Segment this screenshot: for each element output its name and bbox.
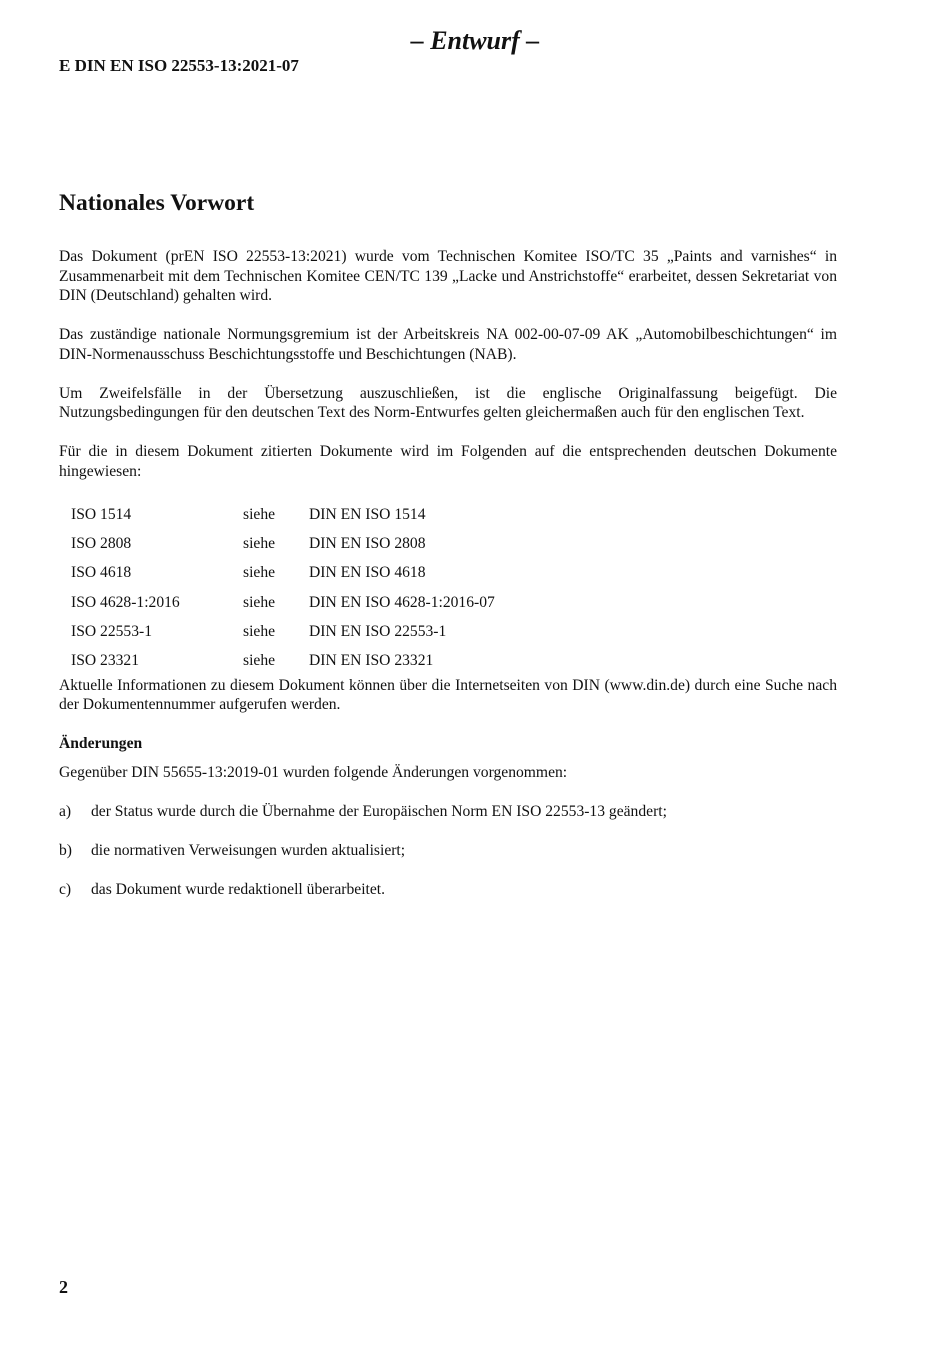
info-paragraph: Aktuelle Informationen zu diesem Dokument können über die Internetseiten von DIN (www.din.de) durch eine Suche nach der Dokumentennummer aufgerufen werden. [59, 676, 837, 714]
list-text: der Status wurde durch die Übernahme der Europäischen Norm EN ISO 22553-13 geändert; [91, 803, 667, 821]
see-label: siehe [243, 622, 276, 640]
iso-ref: ISO 1514 [71, 505, 132, 523]
table-row [59, 588, 709, 617]
see-label: siehe [243, 505, 276, 523]
table-row [59, 559, 709, 588]
table-row [59, 617, 709, 646]
document-id: E DIN EN ISO 22553-13:2021-07 [59, 56, 299, 75]
paragraph-4: Für die in diesem Dokument zitierten Dokumente wird im Folgenden auf die entsprechenden deutschen Dokumente hingewiesen: [59, 443, 837, 480]
changes-intro: Gegenüber DIN 55655-13:2019-01 wurden folgende Änderungen vorgenommen: [59, 764, 568, 782]
reference-table [59, 500, 709, 676]
page-content [59, 188, 837, 919]
draft-banner: – Entwurf – [410, 26, 540, 55]
see-label: siehe [243, 652, 276, 670]
see-label: siehe [243, 564, 276, 582]
table-row [59, 529, 709, 558]
list-item [59, 841, 837, 861]
din-ref: DIN EN ISO 2808 [309, 535, 426, 553]
list-text: das Dokument wurde redaktionell überarbeitet. [91, 881, 386, 899]
paragraph-2: Das zuständige nationale Normungsgremium ist der Arbeitskreis NA 002-00-07-09 AK „Automobilbeschichtungen“ im DIN-Normenausschuss Beschichtungsstoffe und Beschichtungen (NAB). [59, 326, 837, 363]
iso-ref: ISO 4628-1:2016 [71, 593, 180, 611]
changes-heading: Änderungen [59, 734, 143, 752]
din-ref: DIN EN ISO 1514 [309, 505, 426, 523]
see-label: siehe [243, 593, 276, 611]
table-row [59, 500, 709, 529]
list-item [59, 802, 837, 822]
paragraph-3: Um Zweifelsfälle in der Übersetzung auszuschließen, ist die englische Originalfassung beigefügt. Die Nutzungsbedingungen für den deutschen Text des Norm-Entwurfes gelten gleichermaßen auch für den englischen Text. [59, 384, 837, 422]
section-title: Nationales Vorwort [59, 190, 255, 216]
table-row [59, 646, 709, 675]
list-item [59, 880, 837, 900]
din-ref: DIN EN ISO 4618 [309, 564, 426, 582]
list-marker: a) [59, 803, 72, 821]
see-label: siehe [243, 535, 276, 553]
din-ref: DIN EN ISO 22553-1 [309, 622, 447, 640]
din-ref: DIN EN ISO 4628-1:2016-07 [309, 593, 495, 611]
list-marker: b) [59, 842, 72, 860]
list-text: die normativen Verweisungen wurden aktualisiert; [91, 842, 406, 860]
paragraph-1: Das Dokument (prEN ISO 22553-13:2021) wurde vom Technischen Komitee ISO/TC 35 „Paints and varnishes“ in Zusammenarbeit mit dem Technischen Komitee CEN/TC 139 „Lacke und Anstrichstoffe“ erarbeitet, dessen Sekretariat von DIN (Deutschland) gehalten wird. [59, 248, 837, 305]
iso-ref: ISO 22553-1 [71, 622, 152, 640]
din-ref: DIN EN ISO 23321 [309, 652, 434, 670]
iso-ref: ISO 4618 [71, 564, 132, 582]
iso-ref: ISO 23321 [71, 652, 140, 670]
page-number: 2 [59, 1277, 68, 1297]
list-marker: c) [59, 881, 72, 899]
iso-ref: ISO 2808 [71, 535, 132, 553]
